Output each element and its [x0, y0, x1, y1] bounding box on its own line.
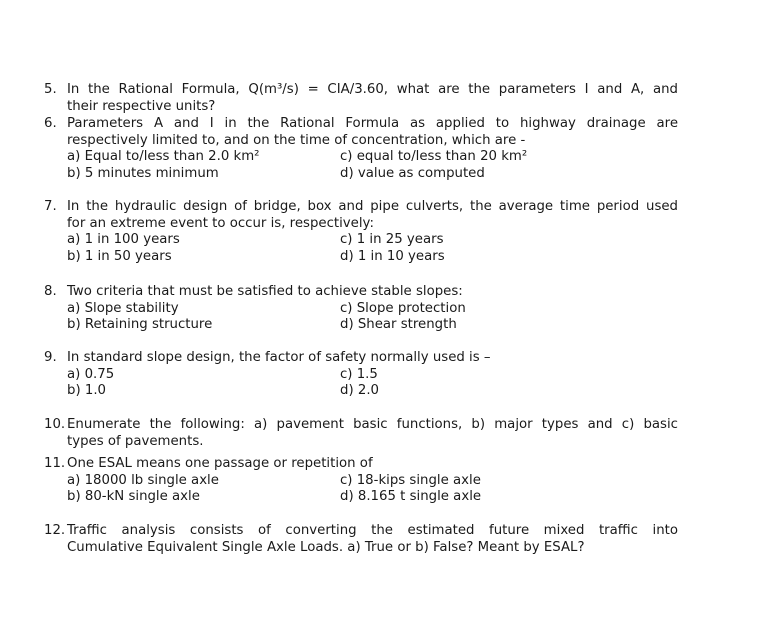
question-number: 5. — [44, 82, 57, 97]
option-d: d) 8.165 t single axle — [340, 489, 482, 505]
option-c: c) Slope protection — [340, 300, 466, 316]
option-a: a) Slope stability — [67, 300, 179, 316]
answer-options — [44, 367, 678, 400]
option-d: d) 2.0 — [340, 383, 380, 399]
option-c: c) 1.5 — [340, 366, 378, 382]
question-10 — [44, 417, 678, 450]
question-9 — [44, 350, 678, 400]
question-8 — [44, 284, 678, 334]
question-number: 12. — [44, 523, 66, 538]
option-a: a) 1 in 100 years — [67, 232, 180, 248]
question-7 — [44, 199, 678, 265]
question-12 — [44, 523, 678, 556]
answer-options — [44, 301, 678, 334]
answer-options — [44, 232, 678, 265]
option-d: d) value as computed — [340, 165, 485, 181]
question-6 — [44, 116, 678, 182]
question-number: 6. — [44, 116, 57, 131]
question-text-line: Enumerate the following: a) pavement basic functions, b) major types and c) basic — [67, 417, 678, 432]
option-a: a) 0.75 — [67, 366, 115, 382]
question-text-line: In the hydraulic design of bridge, box and pipe culverts, the average time period used — [67, 199, 678, 214]
question-number: 8. — [44, 284, 57, 299]
question-text-line: types of pavements. — [67, 433, 204, 449]
option-c: c) equal to/less than 20 km² — [340, 149, 528, 165]
answer-options — [44, 149, 678, 182]
question-number: 7. — [44, 199, 57, 214]
option-d: d) 1 in 10 years — [340, 248, 445, 264]
option-d: d) Shear strength — [340, 317, 457, 333]
option-a: a) 18000 lb single axle — [67, 472, 219, 488]
answer-options — [44, 473, 678, 506]
option-c: c) 1 in 25 years — [340, 232, 444, 248]
question-text-line: respectively limited to, and on the time of concentration, which are - — [67, 132, 526, 148]
option-a: a) Equal to/less than 2.0 km² — [67, 149, 260, 165]
question-11 — [44, 456, 678, 506]
option-c: c) 18-kips single axle — [340, 472, 481, 488]
question-number: 11. — [44, 456, 66, 471]
question-text-line: In the Rational Formula, Q(m³/s) = CIA/3.60, what are the parameters I and A, and — [67, 82, 678, 97]
option-b: b) 80-kN single axle — [67, 489, 200, 505]
question-text-line: In standard slope design, the factor of safety normally used is – — [67, 350, 491, 365]
question-number: 9. — [44, 350, 57, 365]
question-text-line: their respective units? — [67, 98, 216, 114]
option-b: b) Retaining structure — [67, 317, 213, 333]
question-number: 10. — [44, 417, 66, 432]
question-text-line: Two criteria that must be satisfied to achieve stable slopes: — [67, 284, 463, 299]
question-text-line: for an extreme event to occur is, respectively: — [67, 215, 374, 231]
option-b: b) 1.0 — [67, 383, 107, 399]
question-5 — [44, 82, 678, 115]
option-b: b) 5 minutes minimum — [67, 165, 219, 181]
option-b: b) 1 in 50 years — [67, 248, 172, 264]
question-text-line: Traffic analysis consists of converting the estimated future mixed traffic into — [67, 523, 678, 538]
question-text-line: Cumulative Equivalent Single Axle Loads. a) True or b) False? Meant by ESAL? — [67, 539, 585, 555]
question-text-line: One ESAL means one passage or repetition of — [67, 456, 373, 471]
question-text-line: Parameters A and I in the Rational Formula as applied to highway drainage are — [67, 116, 678, 131]
